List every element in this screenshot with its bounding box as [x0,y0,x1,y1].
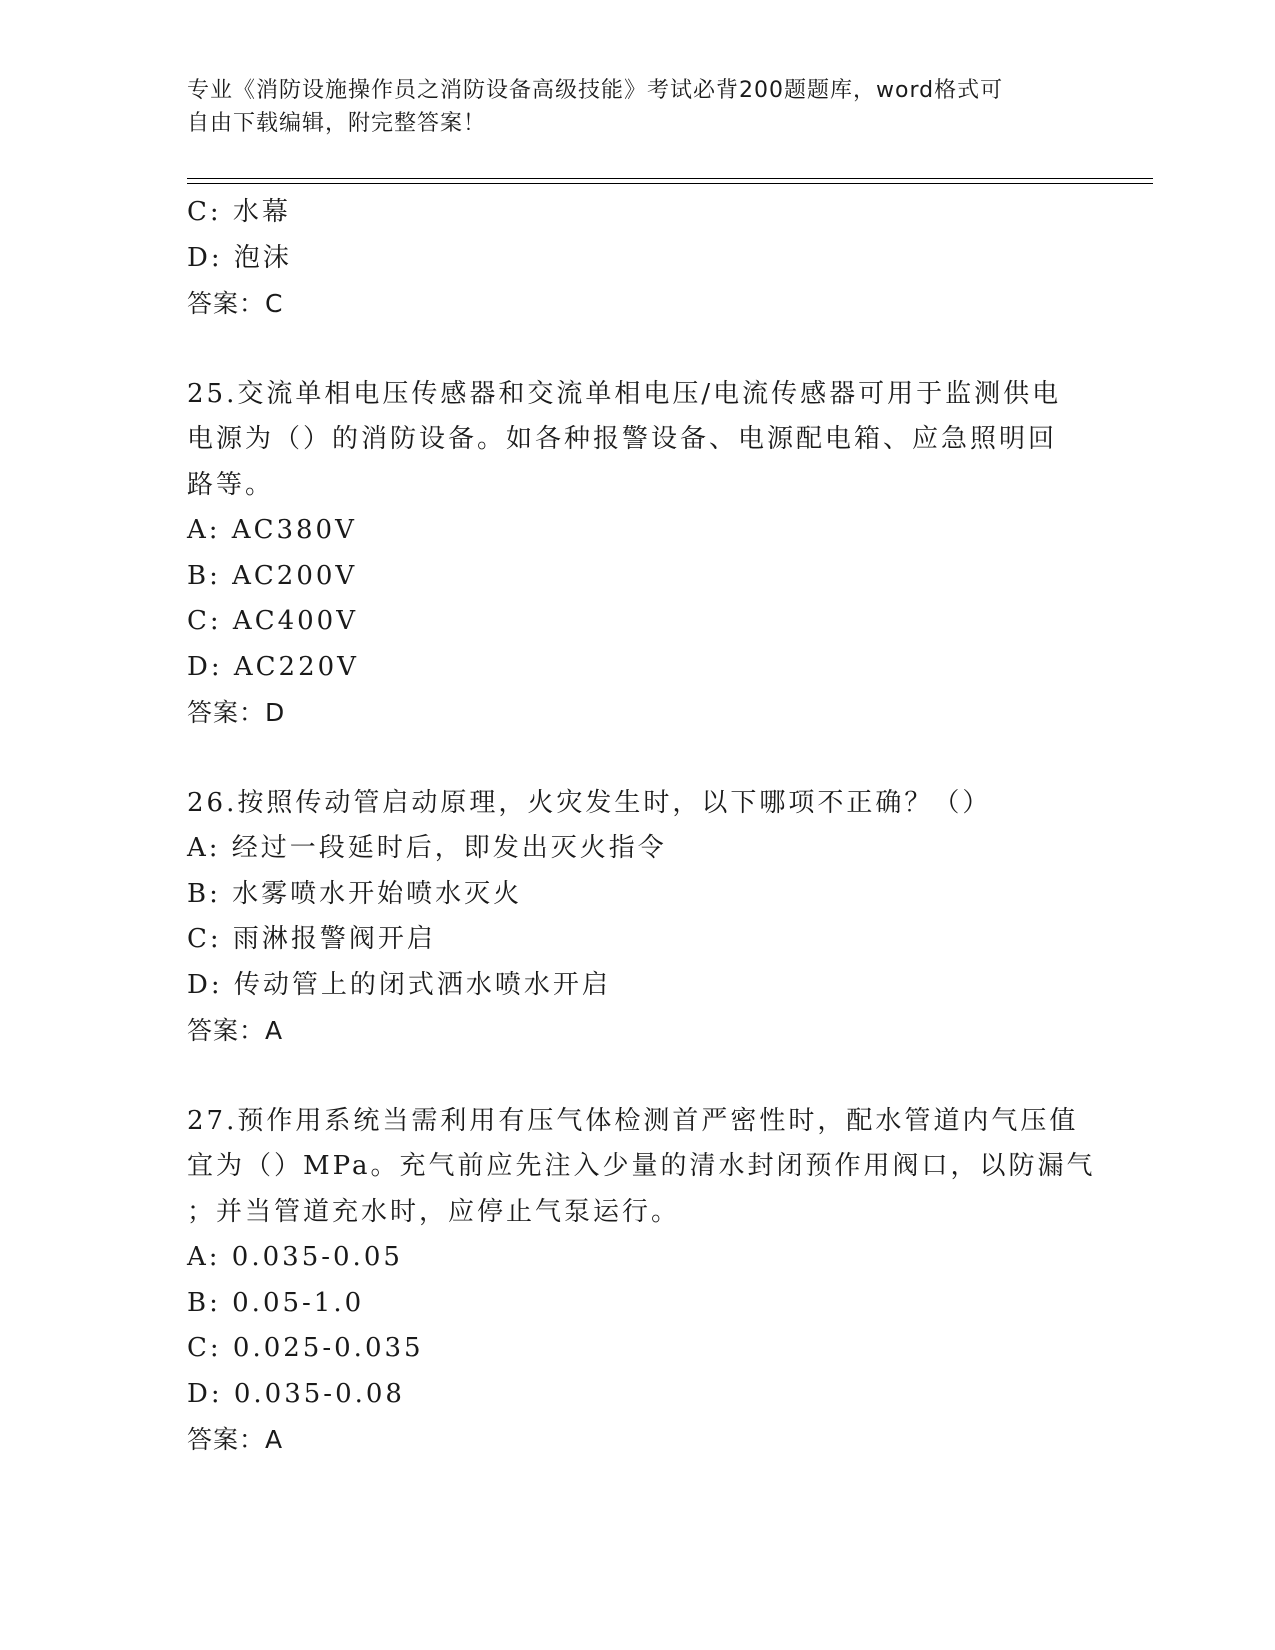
option-a: A: AC380V [187,515,357,545]
option-b: B: 0.05-1.0 [187,1287,365,1318]
header-rule-top [187,178,1153,179]
question-text-line: 宜为（）MPa。充气前应先注入少量的清水封闭预作用阀口，以防漏气 [187,1151,1096,1181]
answer-line: 答案：A [187,1016,284,1045]
option-b: B: 水雾喷水开始喷水灭火 [187,878,523,909]
option-b: B: AC200V [187,560,358,591]
header-rule-bottom [187,183,1153,184]
question-text-line: 电源为（）的消防设备。如各种报警设备、电源配电箱、应急照明回 [187,424,1058,454]
question-text-line: 27.预作用系统当需利用有压气体检测首严密性时，配水管道内气压值 [187,1105,1079,1136]
document-header [187,74,1067,140]
answer-line: 答案：A [187,1425,284,1454]
option-d: D: AC220V [187,651,359,682]
option-d: D: 泡沫 [187,242,292,273]
question-text-line: ；并当管道充水时，应停止气泵运行。 [187,1196,681,1227]
question-text-line: 26.按照传动管启动原理，火灾发生时，以下哪项不正确？（） [187,787,992,818]
question-text-line: 25.交流单相电压传感器和交流单相电压/电流传感器可用于监测供电 [187,378,1062,409]
option-c: C: 水幕 [187,197,291,227]
option-c: C: 雨淋报警阀开启 [187,924,436,954]
header-line-1: 专业《消防设施操作员之消防设备高级技能》考试必背200题题库，word格式可 [187,78,1004,103]
question-list [187,190,1096,1463]
question-block-27 [187,1099,1096,1463]
answer-line: 答案：C [187,289,284,318]
question-block-26 [187,781,1087,1054]
answer-line: 答案：D [187,698,286,727]
option-c: C: AC400V [187,606,358,636]
option-a: A: 经过一段延时后，即发出灭火指令 [187,833,667,863]
question-block-prev [187,190,1087,327]
header-line-2: 自由下载编辑，附完整答案！ [187,111,487,136]
option-d: D: 传动管上的闭式洒水喷水开启 [187,969,611,1000]
question-block-25 [187,372,1087,736]
option-d: D: 0.035-0.08 [187,1378,405,1409]
question-text-line: 路等。 [187,469,275,500]
option-c: C: 0.025-0.035 [187,1333,424,1363]
option-a: A: 0.035-0.05 [187,1242,403,1272]
